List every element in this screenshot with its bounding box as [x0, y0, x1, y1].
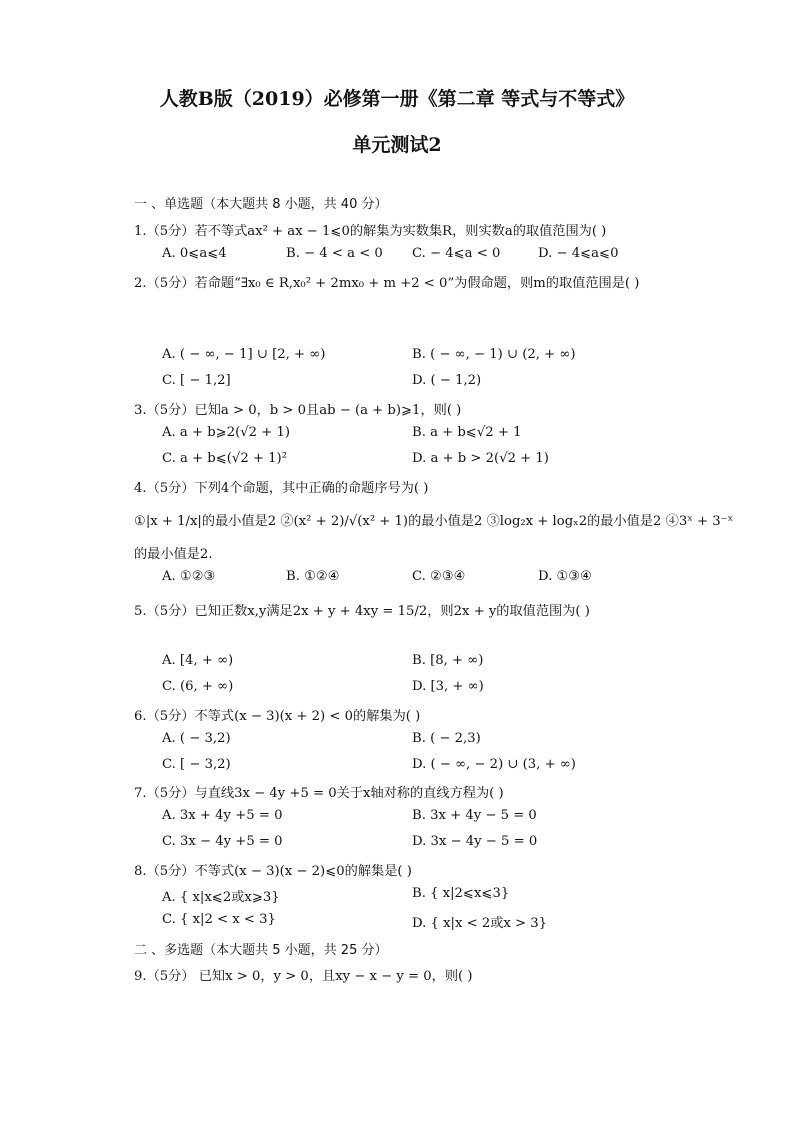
question-6-option-d: D. ( − ∞, − 2) ∪ (3, + ∞) — [412, 757, 576, 772]
question-5-option-a: A. [4, + ∞) — [162, 653, 234, 668]
question-5-option-d: D. [3, + ∞) — [412, 679, 484, 694]
question-4-option-a: A. ①②③ — [162, 569, 216, 584]
question-9-stem: 9.（5分） 已知x > 0，y > 0，且xy − x − y = 0，则( ) — [134, 969, 473, 984]
question-5-stem: 5.（5分）已知正数x,y满足2x + y + 4xy = 15/2，则2x + y的取值范围为( ) — [134, 604, 590, 619]
question-3-option-b: B. a + b⩽√2 + 1 — [412, 425, 522, 440]
question-6-option-a: A. ( − 3,2) — [162, 731, 231, 746]
page-title: 人教B版（2019）必修第一册《第二章 等式与不等式》 — [159, 88, 635, 110]
question-7-stem: 7.（5分）与直线3x − 4y +5 = 0关于x轴对称的直线方程为( ) — [134, 786, 504, 801]
question-2-option-b: B. ( − ∞, − 1) ∪ (2, + ∞) — [412, 347, 576, 362]
question-7-option-a: A. 3x + 4y +5 = 0 — [162, 808, 283, 823]
question-4-stem-propositions: ①|x + 1/x|的最小值是2 ②(x² + 2)/√(x² + 1)的最小值是2 ③log₂x + logₓ2的最小值是2 ④3ˣ + 3⁻ˣ — [134, 514, 734, 529]
question-3-stem: 3.（5分）已知a > 0，b > 0且ab − (a + b)⩾1，则( ) — [134, 403, 462, 418]
question-8-stem: 8.（5分）不等式(x − 3)(x − 2)⩽0的解集是( ) — [134, 864, 412, 879]
section-heading-multiple-choice: 二 、多选题（本大题共 5 小题，共 25 分） — [134, 943, 388, 958]
question-8-option-d: D. { x|x < 2或x > 3} — [412, 916, 548, 931]
question-5-option-b: B. [8, + ∞) — [412, 653, 484, 668]
page-subtitle: 单元测试2 — [352, 134, 442, 156]
question-2-option-a: A. ( − ∞, − 1] ∪ [2, + ∞) — [162, 347, 326, 362]
question-6-stem: 6.（5分）不等式(x − 3)(x + 2) < 0的解集为( ) — [134, 709, 421, 724]
question-4-option-b: B. ①②④ — [286, 569, 340, 584]
question-7-option-c: C. 3x − 4y +5 = 0 — [162, 834, 283, 849]
question-2-stem: 2.（5分）若命题“∃x₀ ∈ R,x₀² + 2mx₀ + m +2 < 0”为假命题，则m的取值范围是( ) — [134, 276, 640, 291]
question-1-option-c: C. − 4⩽a < 0 — [412, 246, 501, 261]
question-8-option-b: B. { x|2⩽x⩽3} — [412, 886, 510, 901]
question-4-option-c: C. ②③④ — [412, 569, 466, 584]
question-1-option-d: D. − 4⩽a⩽0 — [538, 246, 619, 261]
question-7-option-d: D. 3x − 4y − 5 = 0 — [412, 834, 538, 849]
question-2-option-c: C. [ − 1,2] — [162, 373, 231, 388]
question-5-option-c: C. (6, + ∞) — [162, 679, 234, 694]
question-6-option-b: B. ( − 2,3) — [412, 731, 481, 746]
question-1-option-b: B. − 4 < a < 0 — [286, 246, 383, 261]
question-1-option-a: A. 0⩽a⩽4 — [162, 246, 227, 261]
question-1-stem: 1.（5分）若不等式ax² + ax − 1⩽0的解集为实数集R，则实数a的取值范围为( ) — [134, 224, 607, 239]
question-8-option-c: C. { x|2 < x < 3} — [162, 912, 276, 927]
question-7-option-b: B. 3x + 4y − 5 = 0 — [412, 808, 537, 823]
question-8-option-a: A. { x|x⩽2或x⩾3} — [162, 890, 280, 905]
question-3-option-a: A. a + b⩾2(√2 + 1) — [162, 425, 290, 440]
question-2-option-d: D. ( − 1,2) — [412, 373, 482, 388]
question-4-option-d: D. ①③④ — [538, 569, 592, 584]
question-3-option-d: D. a + b > 2(√2 + 1) — [412, 451, 549, 466]
question-3-option-c: C. a + b⩽(√2 + 1)² — [162, 451, 287, 466]
question-6-option-c: C. [ − 3,2) — [162, 757, 231, 772]
question-4-stem-end: 的最小值是2. — [134, 547, 213, 562]
section-heading-single-choice: 一 、单选题（本大题共 8 小题，共 40 分） — [134, 197, 388, 212]
question-4-stem: 4.（5分）下列4个命题，其中正确的命题序号为( ) — [134, 481, 429, 496]
